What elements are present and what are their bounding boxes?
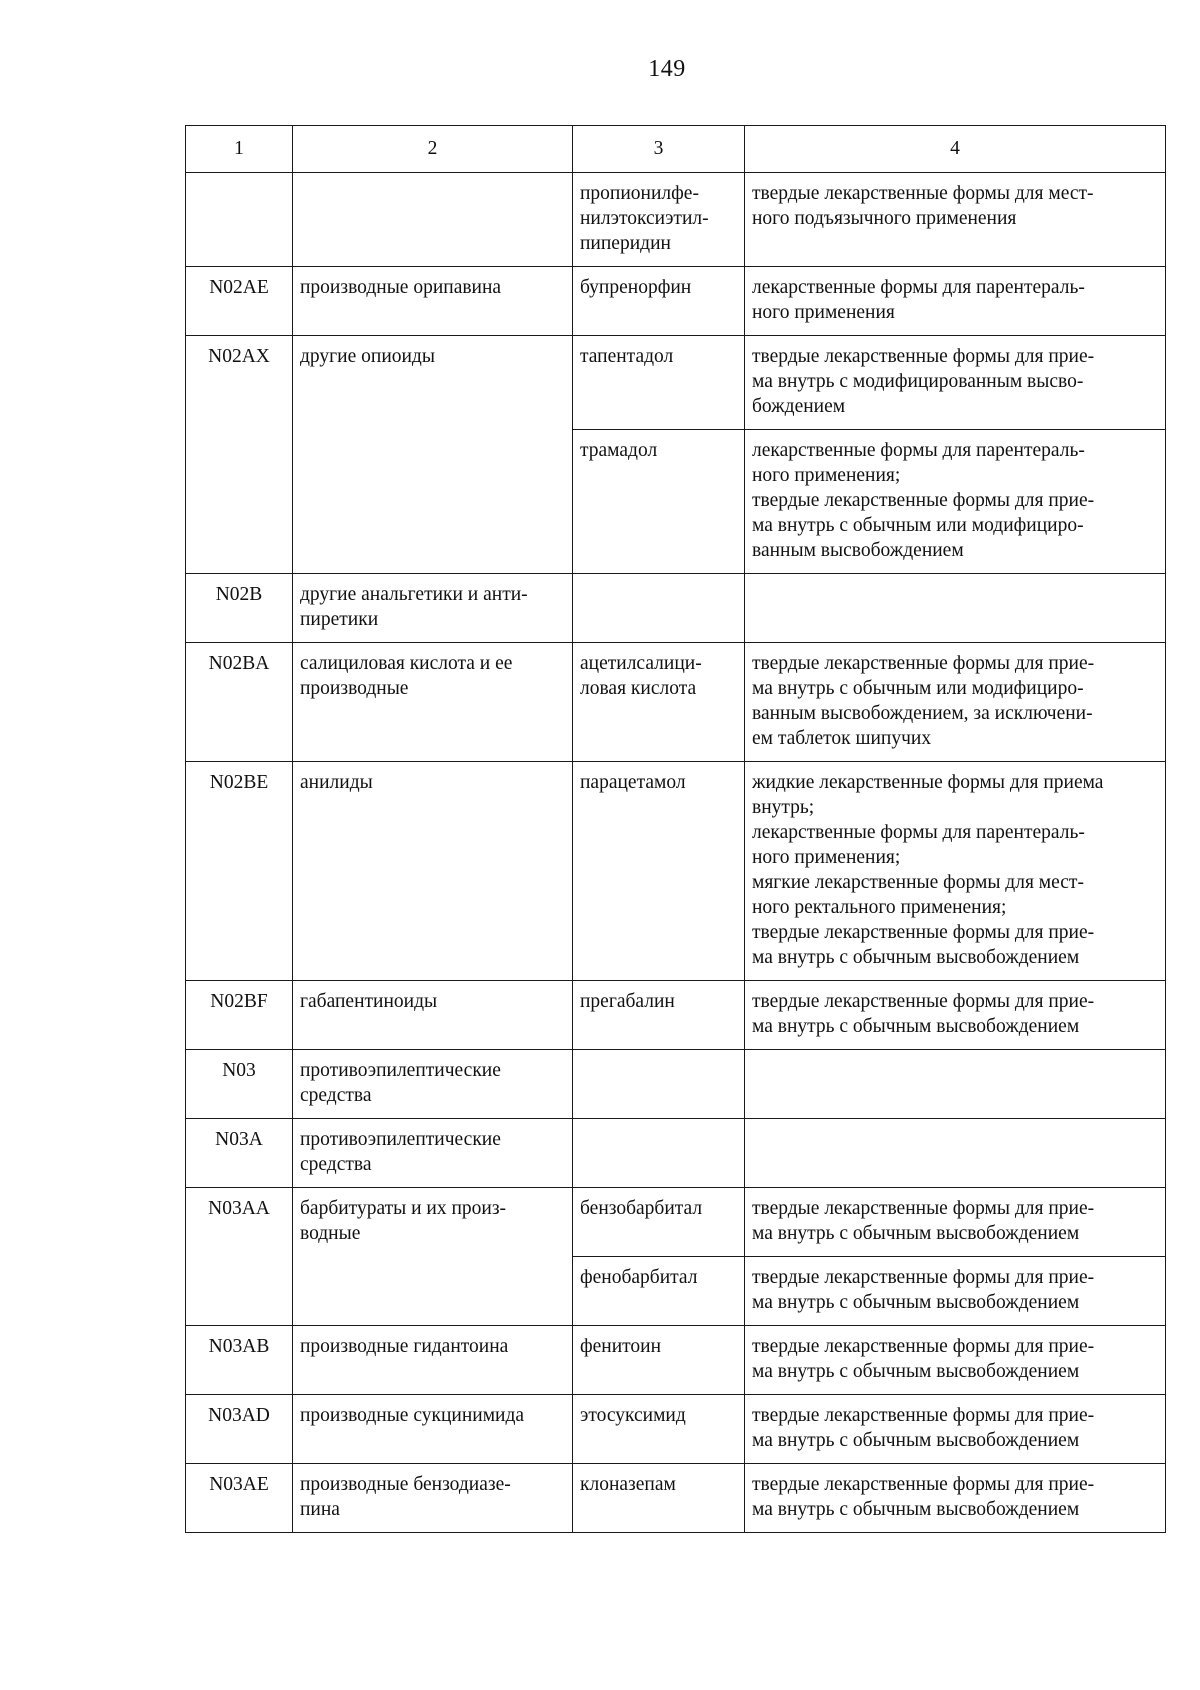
atc-code-cell: N03A (186, 1119, 293, 1188)
cell-line: бупренорфин (580, 277, 692, 298)
cell-line: клоназепам (580, 1474, 676, 1495)
dosage-forms-cell (745, 981, 1166, 1050)
cell-line: пина (300, 1499, 340, 1520)
cell-line: ма внутрь с модифицированным высво- (752, 371, 1084, 392)
cell-line: твердые лекарственные формы для прие- (752, 1198, 1095, 1219)
atc-group-cell (293, 1395, 573, 1464)
dosage-forms-cell (745, 643, 1166, 762)
atc-group-cell (293, 574, 573, 643)
substance-name-cell (573, 173, 745, 267)
cell-line: трамадол (580, 440, 658, 461)
substance-name-cell (573, 762, 745, 981)
page-number: 149 (648, 56, 686, 82)
atc-code-cell: N03AE (186, 1464, 293, 1533)
dosage-forms-cell (745, 1395, 1166, 1464)
cell-line: ма внутрь с обычным высвобождением (752, 1016, 1080, 1037)
dosage-forms-cell (745, 173, 1166, 267)
dosage-forms-cell (745, 1188, 1166, 1257)
medication-table (185, 125, 1166, 1533)
cell-line: производные (300, 678, 409, 699)
atc-code-cell: N02BA (186, 643, 293, 762)
dosage-forms-cell (745, 1257, 1166, 1326)
cell-line: лекарственные формы для парентераль- (752, 822, 1085, 843)
cell-line: пиретики (300, 609, 379, 630)
cell-line: ванным высвобождением (752, 540, 964, 561)
cell-line: фенитоин (580, 1336, 662, 1357)
cell-line: мягкие лекарственные формы для мест- (752, 872, 1084, 893)
cell-line: габапентиноиды (300, 991, 438, 1012)
cell-line: средства (300, 1154, 372, 1175)
cell-line: ного применения; (752, 847, 901, 868)
substance-name-cell (573, 430, 745, 574)
atc-group-cell (293, 1050, 573, 1119)
cell-line: ем таблеток шипучих (752, 728, 932, 749)
substance-name-cell (573, 1326, 745, 1395)
table-row (186, 336, 1166, 430)
dosage-forms-cell (745, 430, 1166, 574)
header-cell-4: 4 (745, 126, 1166, 173)
atc-group-cell (293, 336, 573, 574)
substance-name-cell (573, 336, 745, 430)
cell-line: ванным высвобождением, за исключени- (752, 703, 1093, 724)
atc-code-cell: N02AX (186, 336, 293, 574)
cell-line: тапентадол (580, 346, 674, 367)
cell-line: твердые лекарственные формы для прие- (752, 1336, 1095, 1357)
cell-line: внутрь; (752, 797, 815, 818)
cell-line: твердые лекарственные формы для прие- (752, 1405, 1095, 1426)
table-header-row (186, 126, 1166, 173)
cell-line: ловая кислота (580, 678, 697, 699)
cell-line: противоэпилептические (300, 1129, 501, 1150)
atc-group-cell (293, 267, 573, 336)
header-cell-3: 3 (573, 126, 745, 173)
atc-code-cell: N02BF (186, 981, 293, 1050)
cell-line: твердые лекарственные формы для прие- (752, 1267, 1095, 1288)
atc-code-cell: N03AB (186, 1326, 293, 1395)
cell-line: ного ректального применения; (752, 897, 1007, 918)
cell-line: производные сукцинимида (300, 1405, 525, 1426)
atc-group-cell (293, 1188, 573, 1326)
cell-line: ного применения (752, 302, 895, 323)
dosage-forms-cell (745, 336, 1166, 430)
cell-line: твердые лекарственные формы для прие- (752, 346, 1095, 367)
cell-line: бождением (752, 396, 846, 417)
cell-line: другие опиоиды (300, 346, 435, 367)
table-row (186, 1050, 1166, 1119)
cell-line: противоэпилептические (300, 1060, 501, 1081)
atc-group-cell (293, 762, 573, 981)
substance-name-cell (573, 267, 745, 336)
substance-name-cell (573, 1119, 745, 1188)
table-row (186, 173, 1166, 267)
cell-line: производные гидантоина (300, 1336, 509, 1357)
table-row (186, 1395, 1166, 1464)
table-row (186, 762, 1166, 981)
cell-line: прегабалин (580, 991, 675, 1012)
cell-line: ма внутрь с обычным высвобождением (752, 1292, 1080, 1313)
cell-line: твердые лекарственные формы для прие- (752, 922, 1095, 943)
table-row (186, 643, 1166, 762)
table-row (186, 1119, 1166, 1188)
cell-line: парацетамол (580, 772, 686, 793)
cell-line: ма внутрь с обычным высвобождением (752, 947, 1080, 968)
dosage-forms-cell (745, 574, 1166, 643)
dosage-forms-cell (745, 1326, 1166, 1395)
atc-group-cell (293, 643, 573, 762)
dosage-forms-cell (745, 1119, 1166, 1188)
cell-line: лекарственные формы для парентераль- (752, 440, 1085, 461)
atc-code-cell: N03AD (186, 1395, 293, 1464)
atc-code-cell: N02AE (186, 267, 293, 336)
cell-line: нилэтоксиэтил- (580, 208, 709, 229)
cell-line: ма внутрь с обычным высвобождением (752, 1223, 1080, 1244)
substance-name-cell (573, 1395, 745, 1464)
atc-code-cell: N03 (186, 1050, 293, 1119)
atc-code-cell: N02BE (186, 762, 293, 981)
header-cell-2: 2 (293, 126, 573, 173)
dosage-forms-cell (745, 762, 1166, 981)
table-row (186, 267, 1166, 336)
cell-line: твердые лекарственные формы для мест- (752, 183, 1094, 204)
cell-line: этосуксимид (580, 1405, 686, 1426)
dosage-forms-cell (745, 1050, 1166, 1119)
cell-line: водные (300, 1223, 361, 1244)
cell-line: ного подъязычного применения (752, 208, 1017, 229)
cell-line: ма внутрь с обычным или модифициро- (752, 678, 1084, 699)
cell-line: салициловая кислота и ее (300, 653, 513, 674)
cell-line: твердые лекарственные формы для прие- (752, 490, 1095, 511)
atc-group-cell (293, 173, 573, 267)
cell-line: ма внутрь с обычным высвобождением (752, 1361, 1080, 1382)
cell-line: ацетилсалици- (580, 653, 702, 674)
substance-name-cell (573, 1050, 745, 1119)
cell-line: пропионилфе- (580, 183, 699, 204)
substance-name-cell (573, 574, 745, 643)
table-row (186, 981, 1166, 1050)
cell-line: средства (300, 1085, 372, 1106)
table-row (186, 1326, 1166, 1395)
table-row (186, 1464, 1166, 1533)
atc-code-cell: N03AA (186, 1188, 293, 1326)
substance-name-cell (573, 1188, 745, 1257)
dosage-forms-cell (745, 267, 1166, 336)
cell-line: ма внутрь с обычным высвобождением (752, 1430, 1080, 1451)
atc-group-cell (293, 1326, 573, 1395)
table-row (186, 574, 1166, 643)
cell-line: производные бензодиазе- (300, 1474, 511, 1495)
substance-name-cell (573, 643, 745, 762)
cell-line: ного применения; (752, 465, 901, 486)
cell-line: твердые лекарственные формы для прие- (752, 653, 1095, 674)
atc-group-cell (293, 981, 573, 1050)
substance-name-cell (573, 1257, 745, 1326)
header-cell-1: 1 (186, 126, 293, 173)
substance-name-cell (573, 1464, 745, 1533)
atc-code-cell (186, 173, 293, 267)
cell-line: твердые лекарственные формы для прие- (752, 991, 1095, 1012)
cell-line: производные орипавина (300, 277, 502, 298)
cell-line: лекарственные формы для парентераль- (752, 277, 1085, 298)
cell-line: фенобарбитал (580, 1267, 698, 1288)
atc-group-cell (293, 1464, 573, 1533)
cell-line: бензобарбитал (580, 1198, 703, 1219)
substance-name-cell (573, 981, 745, 1050)
cell-line: ма внутрь с обычным или модифициро- (752, 515, 1084, 536)
cell-line: барбитураты и их произ- (300, 1198, 507, 1219)
atc-group-cell (293, 1119, 573, 1188)
table-row (186, 1188, 1166, 1257)
cell-line: пиперидин (580, 233, 671, 254)
atc-code-cell: N02B (186, 574, 293, 643)
cell-line: жидкие лекарственные формы для приема (752, 772, 1104, 793)
table-body (186, 126, 1166, 1533)
cell-line: ма внутрь с обычным высвобождением (752, 1499, 1080, 1520)
cell-line: твердые лекарственные формы для прие- (752, 1474, 1095, 1495)
cell-line: анилиды (300, 772, 373, 793)
cell-line: другие анальгетики и анти- (300, 584, 528, 605)
dosage-forms-cell (745, 1464, 1166, 1533)
